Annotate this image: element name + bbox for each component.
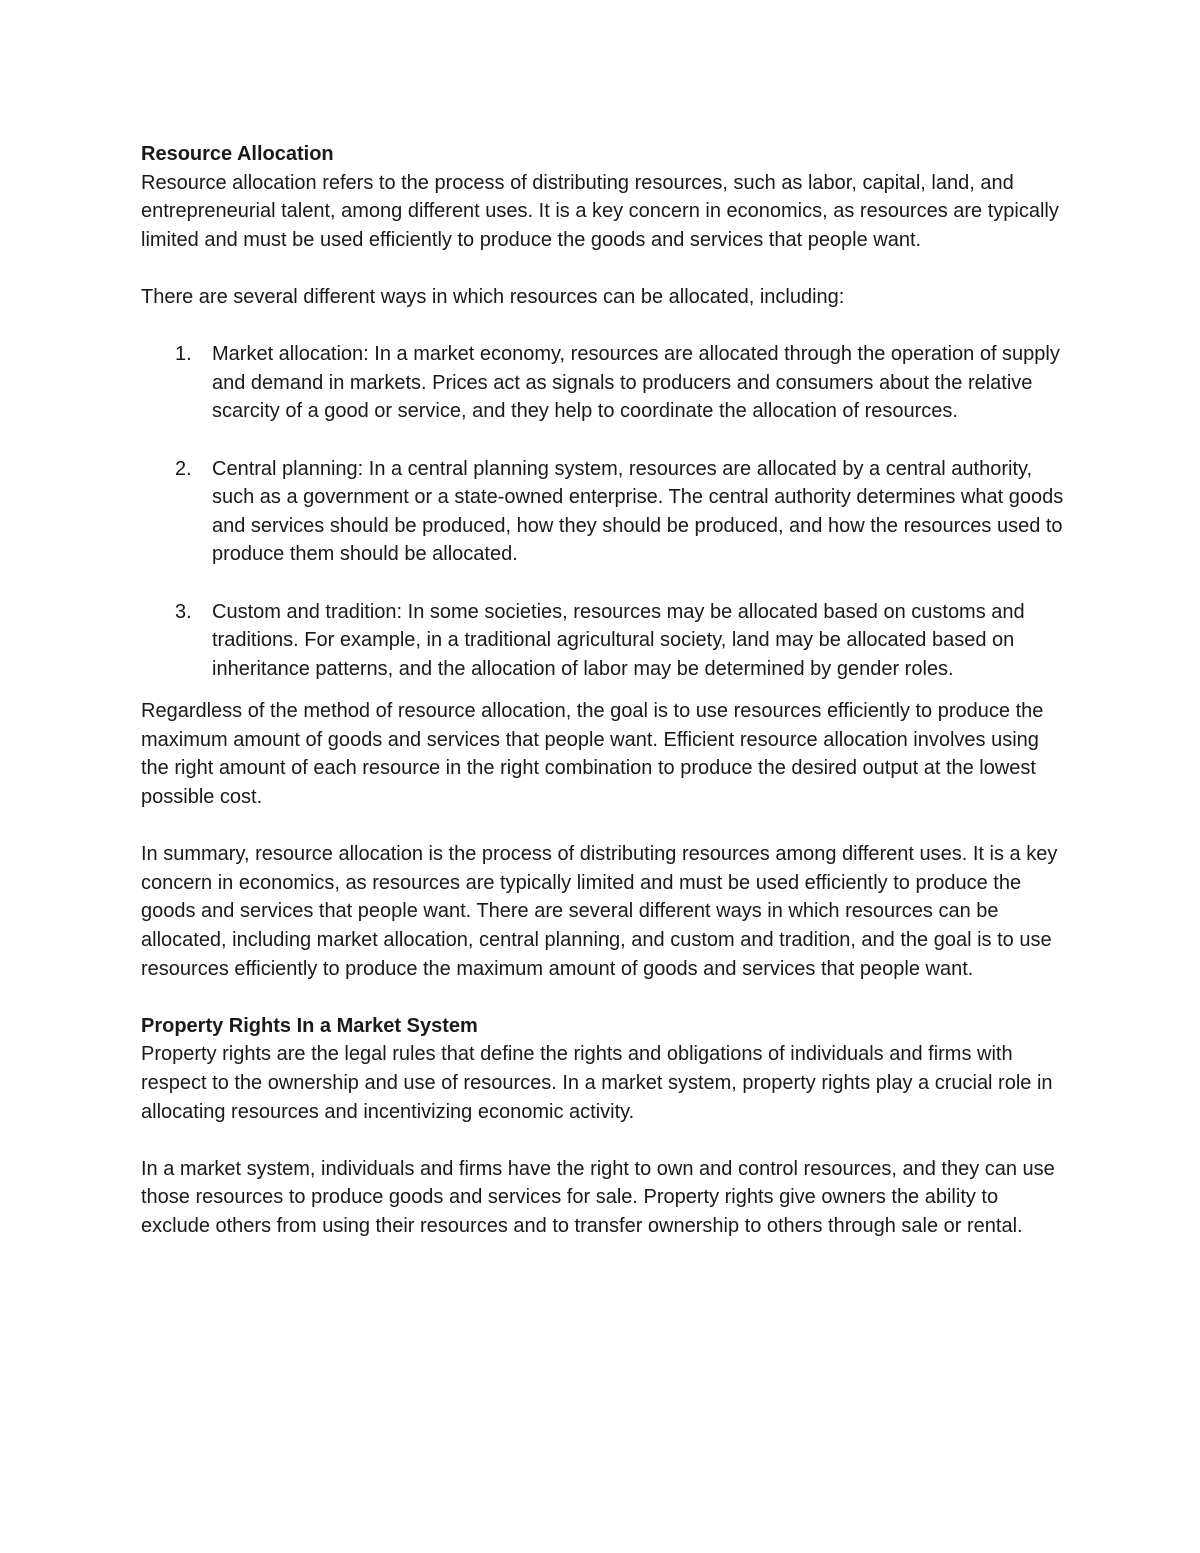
list-item bbox=[141, 455, 1066, 569]
section-heading-resource-allocation: Resource Allocation bbox=[141, 143, 334, 165]
paragraph-property-rights-intro: Property rights are the legal rules that define the rights and obligations of individuals and firms with respect to the ownership and use of resources. In a market system, property rights play a crucial role in allocating resources and incentivizing economic activity. bbox=[141, 1043, 1053, 1123]
list-item-text: Market allocation: In a market economy, resources are allocated through the operation of supply and demand in markets. Prices act as signals to producers and consumers about the relative scarcity of a good or service, and they help to coordinate the allocation of resources. bbox=[212, 343, 1060, 423]
paragraph-property-rights-body: In a market system, individuals and firms have the right to own and control resources, and they can use those resources to produce goods and services for sale. Property rights give owners the ability to exclude others from using their resources and to transfer ownership to others through sale or rental. bbox=[141, 1157, 1055, 1237]
list-item bbox=[141, 340, 1066, 426]
list-item bbox=[141, 598, 1066, 684]
section-heading-property-rights: Property Rights In a Market System bbox=[141, 1014, 478, 1037]
list-number: 2. bbox=[175, 457, 192, 480]
list-item-text: Central planning: In a central planning system, resources are allocated by a central authority, such as a government or a state-owned enterprise. The central authority determines what goods and services should be produced, how they should be produced, and how the resources used to produce them should be allocated. bbox=[212, 457, 1064, 566]
paragraph-goal: Regardless of the method of resource allocation, the goal is to use resources efficiently to produce the maximum amount of goods and services that people want. Efficient resource allocation involves using the right amount of each resource in the right combination to produce the desired output at the lowest possible cost. bbox=[141, 700, 1044, 809]
list-item-text: Custom and tradition: In some societies, resources may be allocated based on customs and traditions. For example, in a traditional agricultural society, land may be allocated based on inheritance patterns, and the allocation of labor may be determined by gender roles. bbox=[212, 600, 1025, 680]
document-page bbox=[141, 140, 1066, 1241]
allocation-methods-list bbox=[141, 340, 1066, 683]
list-number: 3. bbox=[175, 600, 192, 623]
paragraph-summary: In summary, resource allocation is the process of distributing resources among different uses. It is a key concern in economics, as resources are typically limited and must be used efficiently to produce the goods and services that people want. There are several different ways in which resources can be allocated, including market allocation, central planning, and custom and tradition, and the goal is to use resources efficiently to produce the maximum amount of goods and services that people want. bbox=[141, 843, 1058, 980]
list-number: 1. bbox=[175, 343, 192, 366]
paragraph-intro: Resource allocation refers to the process of distributing resources, such as labor, capital, land, and entrepreneurial talent, among different uses. It is a key concern in economics, as resources are typically limited and must be used efficiently to produce the goods and services that people want. bbox=[141, 171, 1059, 251]
paragraph-lead-in: There are several different ways in which resources can be allocated, including: bbox=[141, 285, 845, 308]
